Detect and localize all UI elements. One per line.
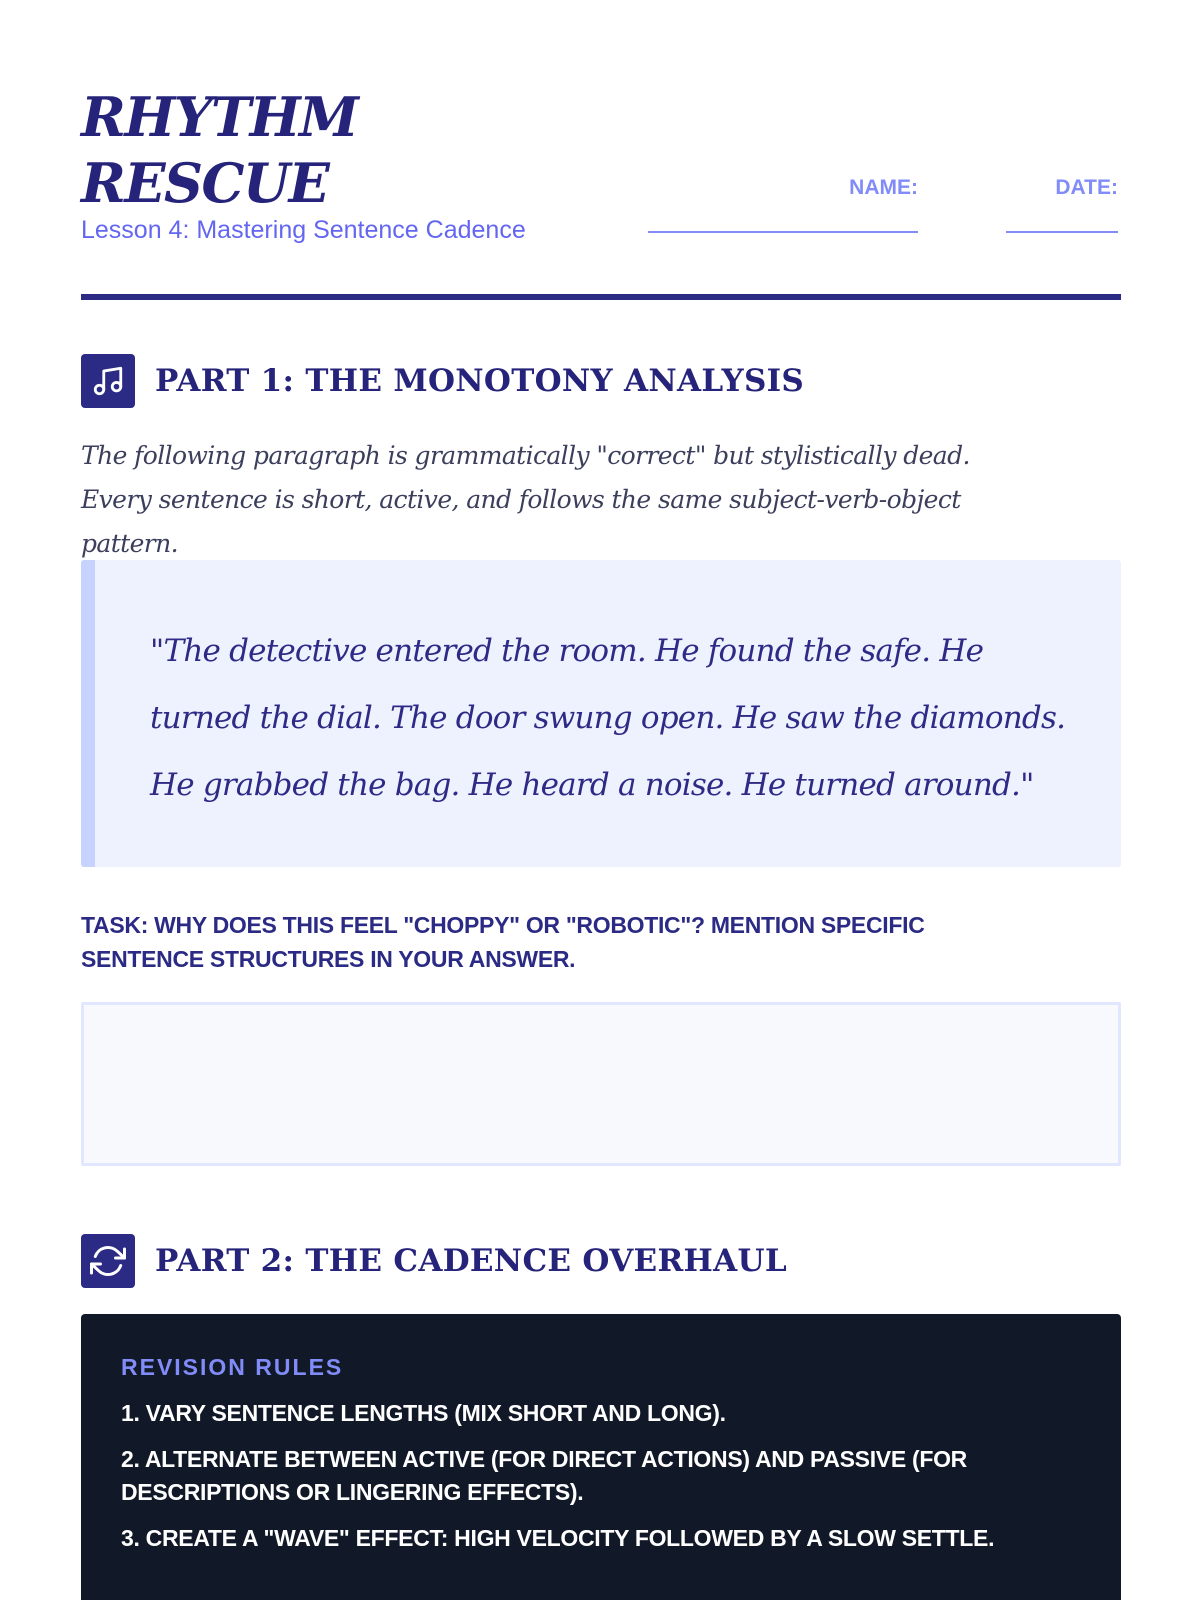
part1-intro: The following paragraph is grammatically "correct" but stylistically dead. Every sentence is short, active, and follows the same subject-verb-object pattern. — [81, 441, 970, 558]
title-line-1: RHYTHM — [81, 85, 358, 149]
worksheet-header — [81, 0, 1118, 302]
date-field[interactable] — [1006, 176, 1118, 200]
lesson-subtitle: Lesson 4: Mastering Sentence Cadence — [81, 216, 526, 244]
answer-input-box[interactable] — [81, 1002, 1121, 1166]
revision-rules-panel — [81, 1314, 1121, 1600]
name-label: NAME: — [849, 176, 918, 199]
date-underline — [1006, 231, 1118, 233]
monotony-quote-block — [81, 560, 1121, 867]
revision-rules-title: REVISION RULES — [121, 1354, 344, 1380]
part1-task: TASK: WHY DOES THIS FEEL "CHOPPY" OR "ROBOTIC"? MENTION SPECIFIC SENTENCE STRUCTURES IN YOUR ANSWER. — [81, 912, 925, 972]
revision-rule-1: 1. VARY SENTENCE LENGTHS (MIX SHORT AND LONG). — [121, 1400, 726, 1426]
worksheet-title — [81, 84, 501, 216]
date-label: DATE: — [1055, 176, 1118, 199]
refresh-icon — [81, 1234, 135, 1288]
music-note-icon — [81, 354, 135, 408]
header-divider — [81, 294, 1121, 300]
part1-heading — [81, 354, 804, 408]
name-field[interactable] — [648, 176, 918, 200]
name-underline — [648, 231, 918, 233]
title-line-2: RESCUE — [81, 151, 329, 215]
part2-heading — [81, 1234, 787, 1288]
part1-title: PART 1: THE MONOTONY ANALYSIS — [155, 363, 805, 399]
revision-rule-3: 3. CREATE A "WAVE" EFFECT: HIGH VELOCITY FOLLOWED BY A SLOW SETTLE. — [121, 1525, 995, 1551]
monotony-quote-text: "The detective entered the room. He found the safe. He turned the dial. The door swung open. He saw the diamonds. He grabbed the bag. He heard a noise. He turned around." — [150, 633, 1066, 803]
revision-rule-2: 2. ALTERNATE BETWEEN ACTIVE (FOR DIRECT ACTIONS) AND PASSIVE (FOR DESCRIPTIONS OR LINGERING EFFECTS). — [121, 1446, 967, 1505]
part2-title: PART 2: THE CADENCE OVERHAUL — [155, 1243, 787, 1279]
